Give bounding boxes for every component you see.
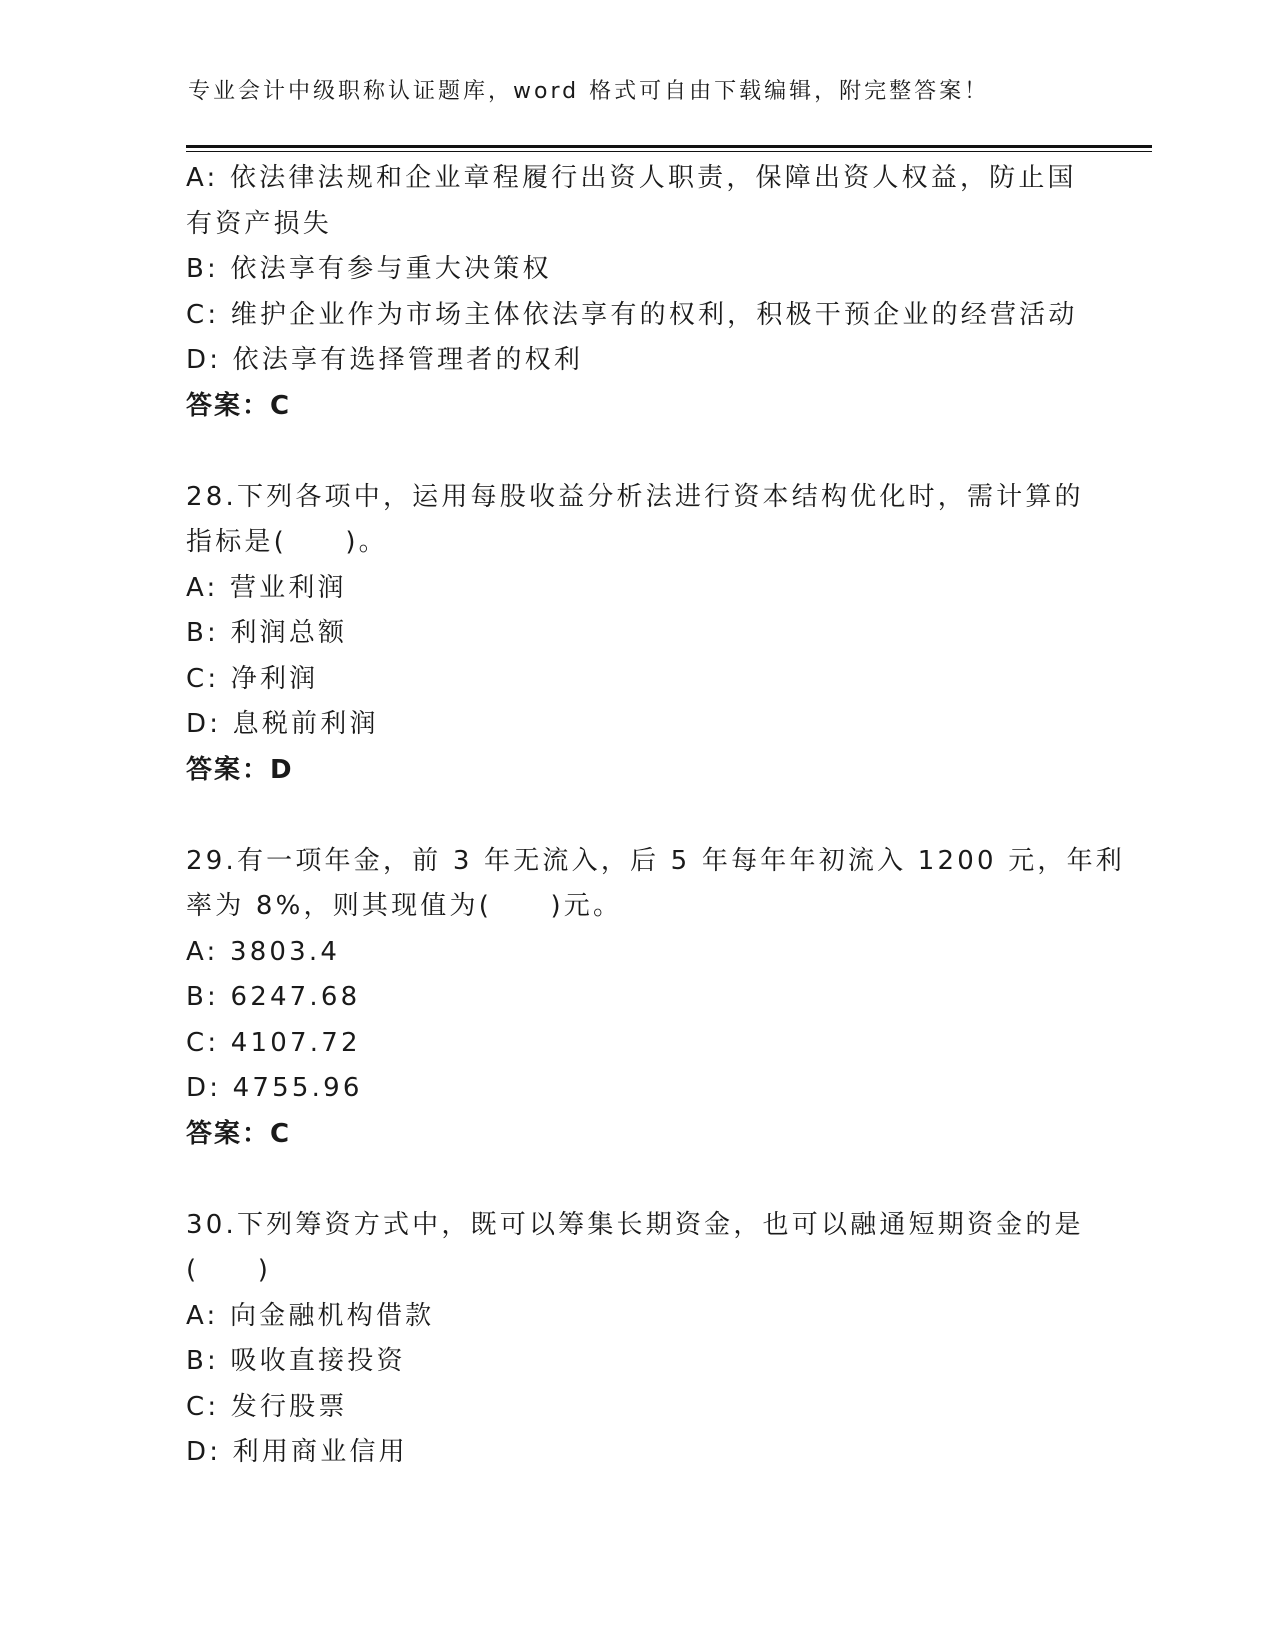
option-line: A: 依法律法规和企业章程履行出资人职责，保障出资人权益，防止国 xyxy=(186,163,1077,193)
document-body xyxy=(186,156,1125,1476)
question-27-continued xyxy=(186,156,1086,429)
question-28 xyxy=(186,475,1086,794)
spacer xyxy=(186,793,1086,839)
header-rule-thin xyxy=(186,151,1152,152)
question-stem: 指标是( )。 xyxy=(186,527,388,557)
question-29 xyxy=(186,839,1125,1158)
question-stem: 30.下列筹资方式中，既可以筹集长期资金，也可以融通短期资金的是 xyxy=(186,1209,1084,1240)
option-line: B: 吸收直接投资 xyxy=(186,1346,406,1376)
answer-line: 答案：D xyxy=(186,754,294,785)
option-line: B: 6247.68 xyxy=(186,982,361,1012)
question-30 xyxy=(186,1203,1086,1476)
question-stem: 28.下列各项中，运用每股收益分析法进行资本结构优化时，需计算的 xyxy=(186,481,1084,512)
answer-line: 答案：C xyxy=(186,390,292,421)
question-stem: ( ) xyxy=(186,1255,272,1285)
page-header: 专业会计中级职称认证题库，word 格式可自由下载编辑，附完整答案！ xyxy=(188,79,990,104)
option-line: C: 维护企业作为市场主体依法享有的权利，积极干预企业的经营活动 xyxy=(186,299,1078,330)
header-rule-thick xyxy=(186,145,1152,148)
option-line: B: 依法享有参与重大决策权 xyxy=(186,254,552,284)
option-line: C: 4107.72 xyxy=(186,1027,361,1058)
option-line: D: 息税前利润 xyxy=(186,709,379,739)
option-line: D: 依法享有选择管理者的权利 xyxy=(186,345,584,375)
option-line: 有资产损失 xyxy=(186,208,333,239)
option-line: B: 利润总额 xyxy=(186,618,348,648)
option-line: C: 发行股票 xyxy=(186,1391,348,1422)
option-line: A: 营业利润 xyxy=(186,572,347,603)
answer-line: 答案：C xyxy=(186,1118,292,1149)
spacer xyxy=(186,1157,1086,1203)
option-line: D: 4755.96 xyxy=(186,1073,363,1103)
option-line: D: 利用商业信用 xyxy=(186,1437,408,1467)
question-stem: 率为 8%，则其现值为( )元。 xyxy=(186,891,623,921)
question-stem: 29.有一项年金，前 3 年无流入，后 5 年每年年初流入 1200 元，年利 xyxy=(186,845,1125,876)
spacer xyxy=(186,429,1086,475)
option-line: A: 3803.4 xyxy=(186,936,341,967)
option-line: C: 净利润 xyxy=(186,663,319,694)
option-line: A: 向金融机构借款 xyxy=(186,1300,435,1331)
